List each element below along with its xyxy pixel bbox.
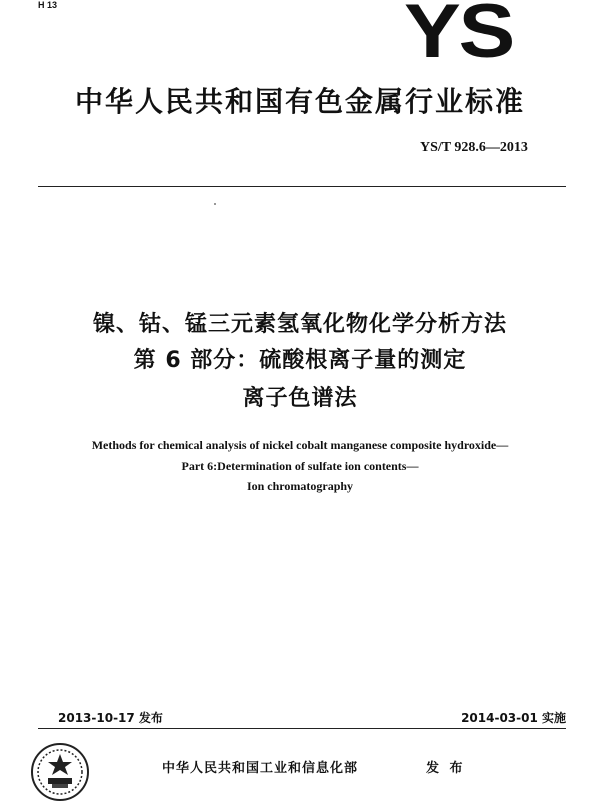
implementation-date: 2014-03-01 实施 [461, 711, 566, 725]
chinese-title-line-2: 第 6 部分：硫酸根离子量的测定 [133, 348, 467, 373]
speck [214, 203, 216, 205]
standard-category-title: 中华人民共和国有色金属行业标准 [74, 85, 525, 118]
english-title-line-3: Ion chromatography [246, 479, 354, 493]
english-title-line-1: Methods for chemical analysis of nickel cobalt manganese composite hydroxide— [91, 438, 509, 452]
national-emblem-icon [30, 742, 90, 802]
ys-logo: YS [404, 0, 514, 74]
classification-codes [38, 0, 57, 10]
english-title-line-2: Part 6:Determination of sulfate ion contents— [181, 459, 419, 473]
classification-code-line: H 13 [38, 0, 58, 10]
chinese-title-line-1: 镍、钴、锰三元素氢氧化物化学分析方法 [92, 312, 507, 337]
issuing-authority: 中华人民共和国工业和信息化部 [162, 761, 359, 776]
issue-date: 2013-10-17 发布 [58, 711, 163, 725]
chinese-title-line-3: 离子色谱法 [242, 386, 358, 411]
issued-label: 发 布 [426, 761, 466, 776]
standard-number: YS/T 928.6—2013 [420, 140, 528, 155]
top-divider [38, 186, 566, 187]
bottom-divider [38, 728, 566, 729]
